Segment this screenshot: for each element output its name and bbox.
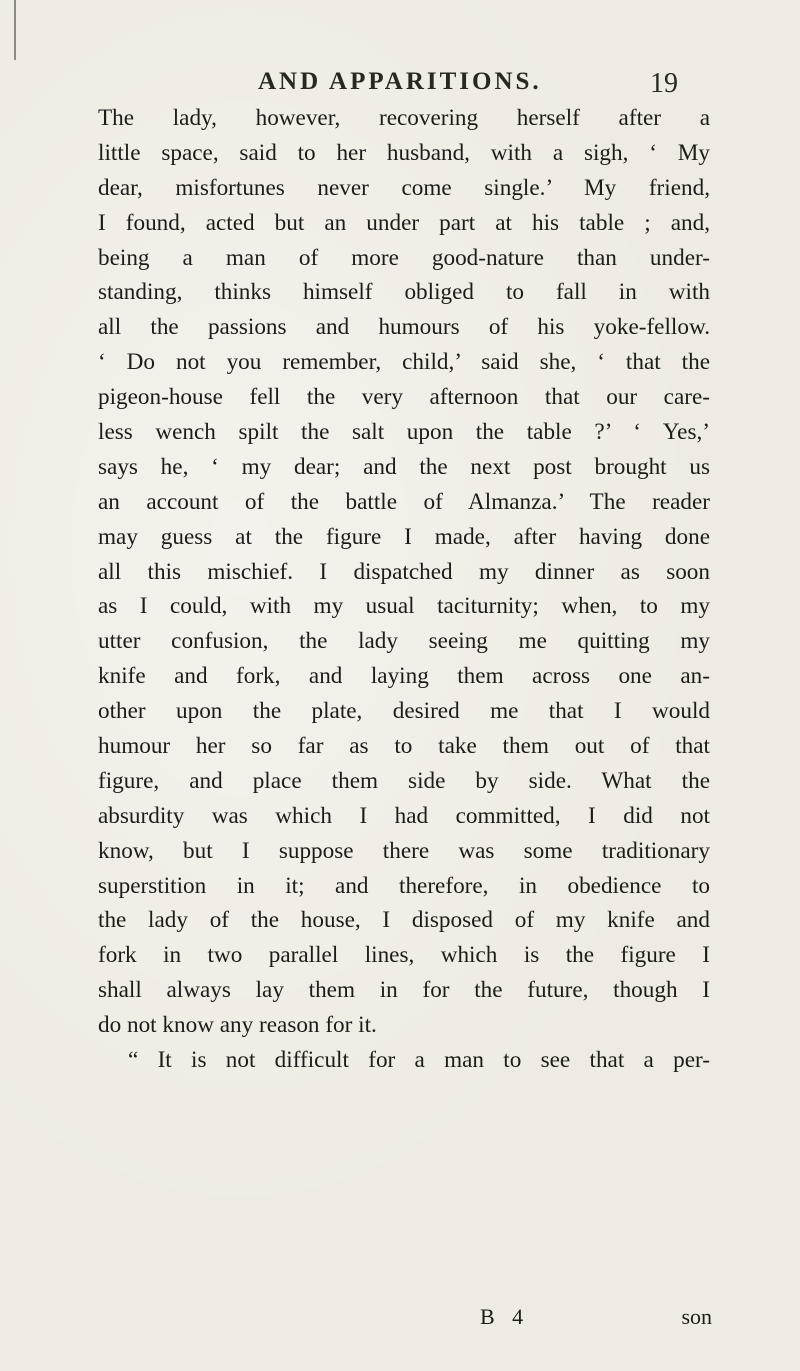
text-line: being a man of more good-nature than under-	[98, 244, 710, 271]
page-number: 19	[650, 68, 678, 99]
signature-mark: B 4	[480, 1304, 530, 1329]
text-line: humour her so far as to take them out of that	[98, 733, 710, 760]
text-line: utter confusion, the lady seeing me quitting my	[98, 628, 710, 655]
text-line: The lady, however, recovering herself after a	[98, 105, 710, 131]
text-line: dear, misfortunes never come single.’ My friend,	[98, 174, 710, 201]
text-line: an account of the battle of Almanza.’ The reader	[98, 488, 710, 515]
text-line: standing, thinks himself obliged to fall in with	[98, 279, 710, 306]
text-line: do not know any reason for it.	[98, 1012, 377, 1039]
text-line: knife and fork, and laying them across one an-	[98, 663, 710, 690]
scan-edge-line	[14, 0, 16, 60]
catchword: son	[681, 1304, 712, 1329]
body-text	[98, 101, 710, 1078]
text-line: shall always lay them in for the future, though I	[98, 977, 710, 1004]
text-line: superstition in it; and therefore, in obedience to	[98, 872, 710, 899]
text-line: all this mischief. I dispatched my dinner as soon	[98, 558, 710, 585]
text-line: may guess at the figure I made, after having done	[98, 523, 710, 550]
text-line: says he, ‘ my dear; and the next post brought us	[98, 453, 710, 480]
text-line: ‘ Do not you remember, child,’ said she, ‘ that the	[98, 349, 710, 376]
text-line: other upon the plate, desired me that I would	[98, 698, 710, 725]
text-line: I found, acted but an under part at his table ; and,	[98, 209, 710, 236]
running-title: AND APPARITIONS.	[258, 68, 542, 95]
text-line: absurdity was which I had committed, I did not	[98, 802, 710, 829]
page-footer	[100, 1304, 712, 1334]
text-line: figure, and place them side by side. What the	[98, 767, 710, 794]
text-line: know, but I suppose there was some traditionary	[98, 837, 710, 864]
text-line: less wench spilt the salt upon the table ?’ ‘ Yes,’	[98, 419, 710, 446]
text-line: pigeon-house fell the very afternoon that our care-	[98, 384, 710, 411]
text-line: “ It is not difficult for a man to see that a per-	[128, 1047, 710, 1074]
text-line: as I could, with my usual taciturnity; when, to my	[98, 593, 710, 620]
text-line: little space, said to her husband, with a sigh, ‘ My	[98, 139, 710, 166]
text-line: the lady of the house, I disposed of my knife and	[98, 907, 710, 934]
text-line: all the passions and humours of his yoke-fellow.	[98, 314, 710, 341]
text-line: fork in two parallel lines, which is the figure I	[98, 942, 710, 969]
running-head	[258, 60, 678, 100]
